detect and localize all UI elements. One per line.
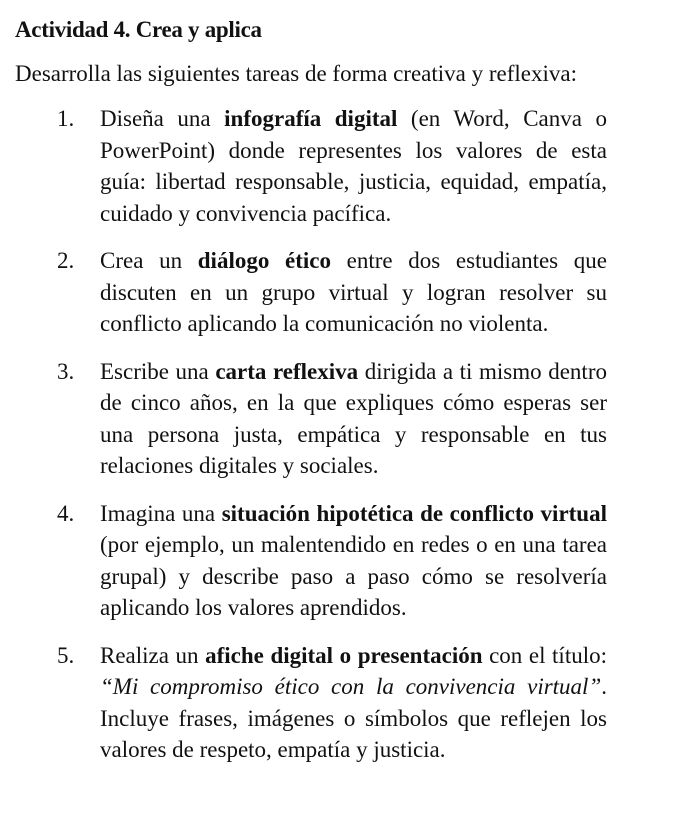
task-text: . Incluye frases, imágenes o símbolos que reflejen los valores de respeto, empatía y justicia. bbox=[100, 674, 607, 762]
task-text: dirigida a ti mismo dentro de cinco años, en la que expliques cómo esperas ser una persona justa, empática y responsable en tus relaciones digitales y sociales. bbox=[100, 358, 607, 478]
task-item-3 bbox=[15, 356, 607, 482]
task-text: entre dos estudiantes que discuten en un grupo virtual y logran resolver su conflicto aplicando la comunicación no violenta. bbox=[100, 248, 607, 336]
task-item-4 bbox=[15, 498, 607, 624]
task-keyword: infografía digital bbox=[224, 106, 398, 131]
document-page bbox=[15, 14, 607, 782]
task-number: 5. bbox=[57, 642, 75, 668]
task-text: Realiza un bbox=[100, 642, 206, 668]
task-keyword: diálogo ético bbox=[197, 248, 331, 273]
task-number: 2. bbox=[57, 248, 75, 273]
task-text: Imagina una bbox=[100, 500, 222, 526]
task-number: 4. bbox=[57, 500, 75, 526]
task-list bbox=[15, 103, 607, 766]
task-number: 3. bbox=[57, 358, 75, 384]
task-item-2 bbox=[15, 245, 607, 340]
task-keyword: carta reflexiva bbox=[215, 358, 359, 384]
task-text: Escribe una bbox=[100, 358, 216, 384]
task-text: Diseña una bbox=[100, 106, 225, 131]
task-item-5 bbox=[15, 640, 607, 766]
task-text: con el título: bbox=[482, 642, 607, 668]
activity-title: Actividad 4. Crea y aplica bbox=[15, 17, 262, 42]
task-text: (por ejemplo, un malentendido en redes o en una tarea grupal) y describe paso a paso cómo se resolvería aplicando los valores aprendidos. bbox=[100, 532, 607, 620]
task-quoted-title: “Mi compromiso ético con la convivencia virtual” bbox=[100, 674, 602, 699]
task-number: 1. bbox=[57, 106, 75, 131]
task-keyword: situación hipotética de conflicto virtual bbox=[221, 500, 607, 526]
task-item-1 bbox=[15, 103, 607, 229]
task-text: (en Word, Canva o PowerPoint) donde representes los valores de esta guía: libertad responsable, justicia, equidad, empatía, cuidado y convivencia pacífica. bbox=[100, 106, 607, 226]
task-text: Crea un bbox=[100, 248, 198, 273]
activity-intro: Desarrolla las siguientes tareas de forma creativa y reflexiva: bbox=[15, 61, 577, 86]
task-keyword: afiche digital o presentación bbox=[205, 642, 483, 668]
